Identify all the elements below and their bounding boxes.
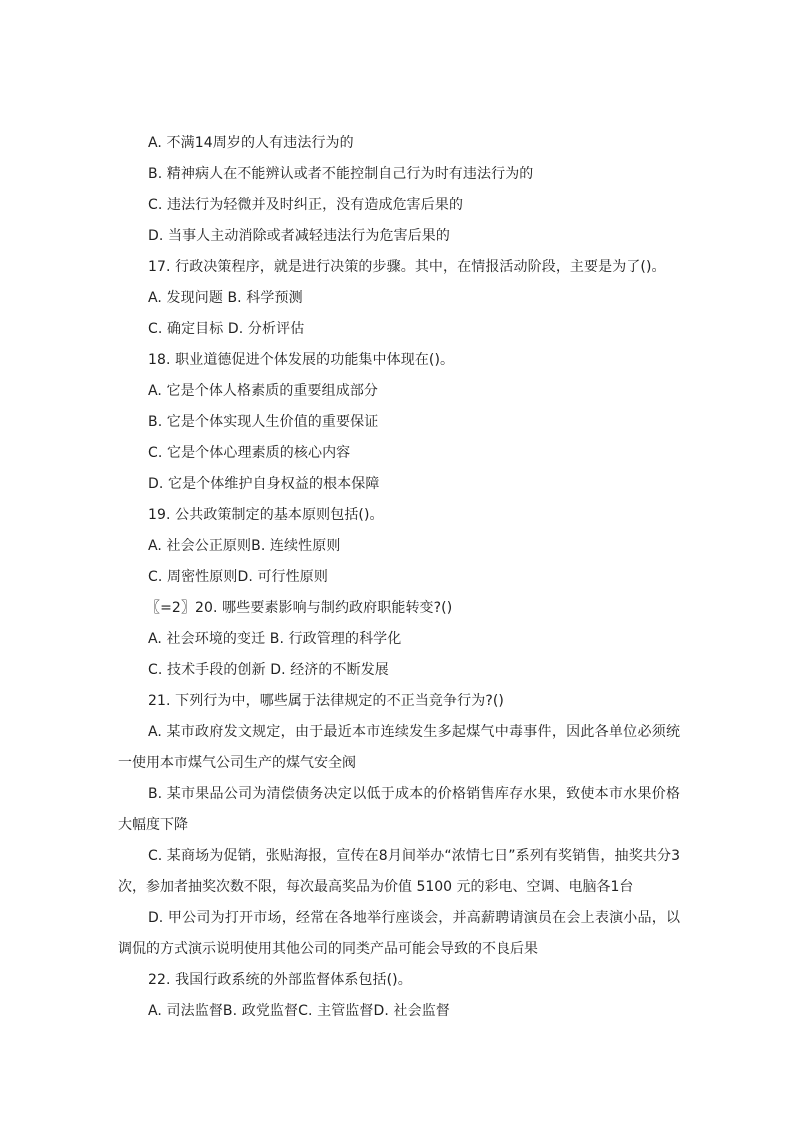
- option-line: A. 不满14周岁的人有违法行为的: [148, 135, 354, 151]
- option-line: C. 它是个体心理素质的核心内容: [148, 445, 351, 461]
- document-body: [118, 128, 680, 1027]
- question-18: 18. 职业道德促进个体发展的功能集中体现在()。: [148, 352, 455, 368]
- option-line: B. 它是个体实现人生价值的重要保证: [148, 414, 379, 430]
- option-paragraph: D. 甲公司为打开市场，经常在各地举行座谈会，并高薪聘请演员在会上表演小品，以调侃的方式演示说明使用其他公司的同类产品可能会导致的不良后果: [118, 910, 680, 957]
- option-line: C. 技术手段的创新 D. 经济的不断发展: [148, 662, 389, 678]
- option-paragraph: A. 某市政府发文规定，由于最近本市连续发生多起煤气中毒事件，因此各单位必须统一使用本市煤气公司生产的煤气安全阀: [118, 724, 680, 771]
- option-line: C. 违法行为轻微并及时纠正，没有造成危害后果的: [148, 197, 464, 213]
- option-paragraph: C. 某商场为促销，张贴海报，宣传在8月间举办“浓情七日”系列有奖销售，抽奖共分3次，参加者抽奖次数不限，每次最高奖品为价值 5100 元的彩电、空调、电脑各1台: [118, 848, 680, 895]
- option-line: D. 当事人主动消除或者减轻违法行为危害后果的: [148, 228, 450, 244]
- question-22: 22. 我国行政系统的外部监督体系包括()。: [148, 972, 412, 988]
- option-line: A. 发现问题 B. 科学预测: [148, 290, 303, 306]
- option-line: A. 司法监督B. 政党监督C. 主管监督D. 社会监督: [148, 1003, 450, 1019]
- question-17: 17. 行政决策程序，就是进行决策的步骤。其中，在情报活动阶段，主要是为了()。: [148, 259, 666, 275]
- question-21: 21. 下列行为中，哪些属于法律规定的不正当竞争行为?(): [148, 693, 504, 709]
- option-paragraph: B. 某市果品公司为清偿债务决定以低于成本的价格销售库存水果，致使本市水果价格大幅度下降: [118, 786, 680, 833]
- option-line: A. 它是个体人格素质的重要组成部分: [148, 383, 379, 399]
- option-line: A. 社会公正原则B. 连续性原则: [148, 538, 341, 554]
- question-19: 19. 公共政策制定的基本原则包括()。: [148, 507, 384, 523]
- option-line: B. 精神病人在不能辨认或者不能控制自己行为时有违法行为的: [148, 166, 534, 182]
- option-line: C. 确定目标 D. 分析评估: [148, 321, 305, 337]
- option-line: D. 它是个体维护自身权益的根本保障: [148, 476, 380, 492]
- question-20: 〖=2〗20. 哪些要素影响与制约政府职能转变?(): [146, 600, 453, 616]
- option-line: C. 周密性原则D. 可行性原则: [148, 569, 328, 585]
- option-line: A. 社会环境的变迁 B. 行政管理的科学化: [148, 631, 402, 647]
